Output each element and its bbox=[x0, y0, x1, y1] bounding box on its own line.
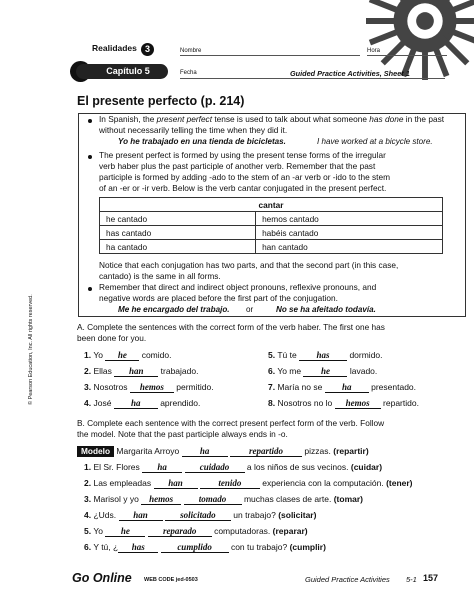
web-code: WEB CODE jed-0503 bbox=[144, 577, 198, 583]
answer-blank[interactable]: ha bbox=[182, 446, 228, 457]
list-item: 8. Nosotros no lo hemos repartido. bbox=[268, 398, 419, 408]
list-item: 5. Yo he reparado computadoras. (reparar) bbox=[84, 526, 308, 536]
page-header bbox=[0, 0, 474, 80]
answer-blank[interactable]: has bbox=[118, 542, 158, 553]
table-row bbox=[100, 212, 443, 226]
sun-emblem-icon bbox=[366, 0, 474, 80]
list-item: 5. Tú te has dormido. bbox=[268, 350, 383, 360]
example-1-spanish: Yo he trabajado en una tienda de bicicletas. bbox=[118, 137, 286, 146]
answer-blank[interactable]: hemos bbox=[141, 494, 181, 505]
page-title: El presente perfecto (p. 214) bbox=[77, 94, 245, 108]
hora-field[interactable] bbox=[367, 55, 447, 56]
answer-blank[interactable]: has bbox=[299, 350, 347, 361]
list-item: 3. Marisol y yo hemos tomado muchas clases de arte. (tomar) bbox=[84, 494, 363, 504]
answer-blank[interactable]: ha bbox=[142, 462, 182, 473]
list-item: 3. Nosotros hemos permitido. bbox=[84, 382, 214, 392]
bullet-dot bbox=[88, 287, 92, 291]
list-item: 4. José ha aprendido. bbox=[84, 398, 201, 408]
table-cell: han cantado bbox=[256, 240, 443, 254]
conjugation-table bbox=[99, 197, 443, 254]
table-cell: habéis cantado bbox=[256, 226, 443, 240]
list-item: 2. Las empleadas han tenido experiencia con la computación. (tener) bbox=[84, 478, 413, 488]
bullet-2-line-2: verb haber plus the past participle of another verb. Remember that the past bbox=[99, 161, 376, 171]
list-item: 7. María no se ha presentado. bbox=[268, 382, 417, 392]
note-line-1: Notice that each conjugation has two parts, and that the second part (in this case, bbox=[99, 260, 399, 270]
bullet-3-line-1: Remember that direct and indirect object pronouns, reflexive pronouns, and bbox=[99, 282, 377, 292]
level-badge: 3 bbox=[141, 43, 154, 56]
answer-blank[interactable]: tomado bbox=[184, 494, 242, 505]
copyright-notice: © Pearson Education, Inc. All rights reserved. bbox=[28, 294, 34, 405]
list-item: 2. Ellas han trabajado. bbox=[84, 366, 199, 376]
table-header: cantar bbox=[100, 198, 443, 212]
nombre-label: Nombre bbox=[180, 48, 202, 54]
note-line-2: cantado) is the same in all forms. bbox=[99, 271, 221, 281]
answer-blank[interactable]: he bbox=[303, 366, 347, 377]
table-cell: hemos cantado bbox=[256, 212, 443, 226]
answer-blank[interactable]: cumplido bbox=[161, 542, 229, 553]
bullet-dot bbox=[88, 155, 92, 159]
answer-blank[interactable]: he bbox=[105, 526, 145, 537]
table-cell: he cantado bbox=[100, 212, 256, 226]
answer-blank[interactable]: solicitado bbox=[165, 510, 231, 521]
answer-blank[interactable]: han bbox=[119, 510, 163, 521]
series-name: Realidades bbox=[92, 43, 137, 53]
answer-blank[interactable]: han bbox=[114, 366, 158, 377]
page-number: 157 bbox=[423, 573, 439, 583]
footer-title: Guided Practice Activities bbox=[305, 575, 390, 584]
example-1-english: I have worked at a bicycle store. bbox=[317, 137, 433, 146]
answer-blank[interactable]: ha bbox=[114, 398, 158, 409]
section-a-instructions: A. Complete the sentences with the correct form of the verb haber. The first one has been done for you. bbox=[77, 322, 385, 343]
chapter-pill bbox=[76, 64, 168, 79]
sheet-title: Guided Practice Activities, Sheet 1 bbox=[290, 69, 410, 78]
example-2-a: Me he encargado del trabajo. bbox=[118, 305, 230, 314]
modelo-label: Modelo bbox=[77, 446, 114, 457]
bullet-2-line-3: participle is formed by adding -ado to the stem of an -ar verb or -ido to the stem bbox=[99, 172, 390, 182]
list-item: 1. El Sr. Flores ha cuidado a los niños de sus vecinos. (cuidar) bbox=[84, 462, 383, 472]
example-2-b: No se ha afeitado todavía. bbox=[276, 305, 376, 314]
go-online-logo[interactable]: Go Online bbox=[72, 571, 132, 585]
answer-blank[interactable]: reparado bbox=[148, 526, 212, 537]
table-row bbox=[100, 240, 443, 254]
bullet-dot bbox=[88, 119, 92, 123]
list-item: 6. Y tú, ¿ has cumplido con tu trabajo? (cumplir) bbox=[84, 542, 326, 552]
chapter-label: Capítulo 5 bbox=[106, 66, 150, 76]
list-item: 4. ¿Uds. han solicitado un trabajo? (solicitar) bbox=[84, 510, 317, 520]
answer-blank[interactable]: cuidado bbox=[185, 462, 245, 473]
hora-label: Hora bbox=[367, 48, 381, 54]
list-item: 1. Yo he comido. bbox=[84, 350, 172, 360]
list-item: 6. Yo me he lavado. bbox=[268, 366, 378, 376]
nombre-field[interactable] bbox=[180, 55, 360, 56]
fecha-field[interactable] bbox=[180, 78, 445, 79]
example-2-or: or bbox=[246, 305, 254, 314]
answer-blank[interactable]: han bbox=[154, 478, 198, 489]
answer-blank[interactable]: tenido bbox=[200, 478, 260, 489]
answer-blank[interactable]: hemos bbox=[130, 382, 174, 393]
modelo-row: Modelo Margarita Arroyo ha repartido pizzas. (repartir) bbox=[77, 446, 369, 458]
table-row bbox=[100, 226, 443, 240]
answer-blank[interactable]: he bbox=[105, 350, 139, 361]
bullet-2-line-4: of an -er or -ir verb. Below is the verb cantar conjugated in the present perfect. bbox=[99, 183, 387, 193]
bullet-1: In Spanish, the present perfect tense is used to talk about what someone has done in the past without necessarily telling the time when they did it. bbox=[99, 114, 445, 135]
fecha-label: Fecha bbox=[180, 70, 197, 76]
bullet-3-line-2: negative words are placed before the first part of the conjugation. bbox=[99, 293, 338, 303]
table-cell: ha cantado bbox=[100, 240, 256, 254]
answer-blank[interactable]: ha bbox=[325, 382, 369, 393]
table-cell: has cantado bbox=[100, 226, 256, 240]
bullet-2-line-1: The present perfect is formed by using the present tense forms of the irregular bbox=[99, 150, 386, 160]
footer-code: 5-1 bbox=[406, 575, 417, 584]
section-b-instructions: B. Complete each sentence with the correct present perfect form of the verb. Follow the model. Note that the past participle always ends in -o. bbox=[77, 418, 385, 439]
answer-blank[interactable]: hemos bbox=[335, 398, 381, 409]
answer-blank[interactable]: repartido bbox=[230, 446, 302, 457]
